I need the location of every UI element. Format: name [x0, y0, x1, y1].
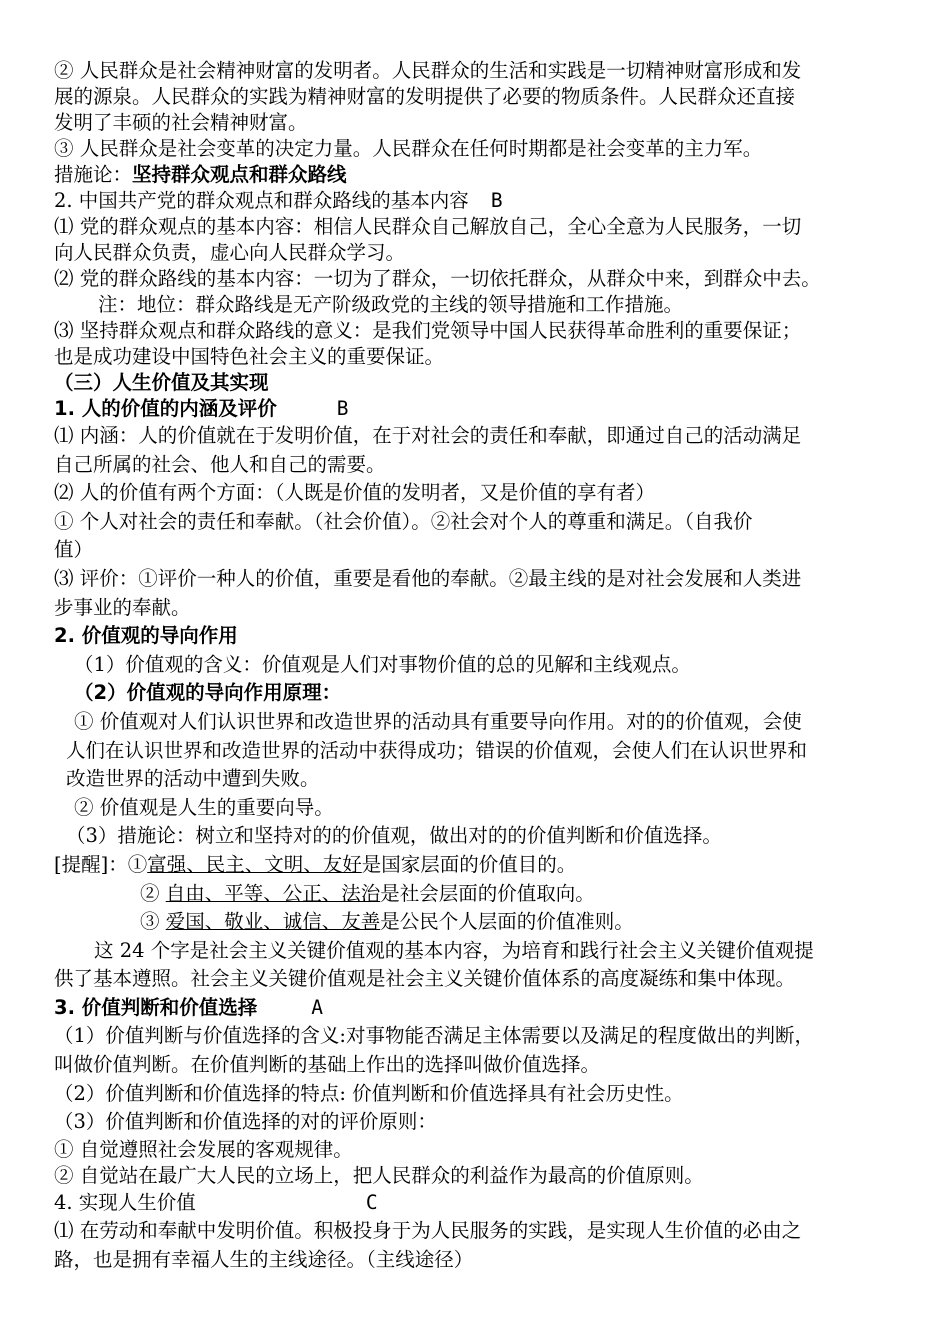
text-line: ⑵ 党的群众路线的基本内容：一切为了群众，一切依托群众，从群众中来，到群众中去。: [54, 267, 821, 290]
text-line: 这 24 个字是社会主义关键价值观的基本内容，为培育和践行社会主义关键价值观提: [94, 938, 814, 962]
text-line: （1）价值观的含义：价值观是人们对事物价值的总的见解和主线观点。: [74, 652, 691, 676]
text-line: ① 个人对社会的责任和奉献。（社会价值）。②社会对个人的尊重和满足。（自我价: [54, 509, 753, 533]
personal-values: 爱国、敬业、诚信、友善: [165, 910, 381, 934]
text-line: ③ 人民群众是社会变革的决定力量。人民群众在任何时期都是社会变革的主力军。: [54, 137, 763, 160]
reminder-line: [54, 908, 890, 937]
text-line: ② 人民群众是社会精神财富的发明者。人民群众的生活和实践是一切精神财富形成和发: [54, 59, 802, 82]
text-line: （3）价值判断和价值选择的对的评价原则：: [54, 1110, 437, 1134]
chapter-heading: （三）人生价值及其实现: [54, 371, 269, 394]
level-badge: B: [336, 397, 349, 420]
text-line: 值）: [54, 538, 94, 562]
section-title: 4. 实现人生价值: [54, 1190, 196, 1214]
section-title: 3. 价值判断和价值选择: [54, 995, 258, 1019]
reminder-text: 是公民个人层面的价值准则。: [380, 910, 634, 934]
text-line: 自己所属的社会、他人和自己的需要。: [54, 452, 386, 476]
subsection-heading: （2）价值观的导向作用原理：: [74, 681, 342, 705]
measure-heading: [54, 162, 890, 188]
text-line: ⑶ 评价：①评价一种人的价值，重要是看他的奉献。②最主线的是对社会发展和人类进: [54, 566, 802, 590]
section-title: 1. 人的价值的内涵及评价: [54, 397, 277, 420]
section-heading: [54, 396, 890, 422]
text-line: 也是成功建设中国特色社会主义的重要保证。: [54, 345, 445, 368]
section-title: 2. 中国共产党的群众观点和群众路线的基本内容: [54, 189, 469, 212]
reminder-marker: ③: [140, 910, 166, 934]
section-heading: [54, 188, 890, 214]
text-line: 展的源泉。人民群众的实践为精神财富的发明提供了必要的物质条件。人民群众还直接: [54, 85, 796, 108]
text-line: ① 自觉遵照社会发展的客观规律。: [54, 1137, 353, 1161]
level-badge: A: [311, 995, 324, 1019]
text-line: ① 价值观对人们认识世界和改造世界的活动具有重要导向作用。对的的价值观，会使: [74, 709, 802, 733]
national-values: 富强、民主、文明、友好: [147, 852, 362, 876]
text-line: ⑶ 坚持群众观点和群众路线的意义：是我们党领导中国人民获得革命胜利的重要保证；: [54, 319, 802, 342]
level-badge: B: [490, 189, 503, 212]
section-heading: 2. 价值观的导向作用: [54, 624, 238, 648]
reminder-line: [54, 880, 890, 909]
text-line: ② 自觉站在最广大人民的立场上，把人民群众的利益作为最高的价值原则。: [54, 1163, 704, 1187]
text-line: ⑴ 在劳动和奉献中发明价值。积极投身于为人民服务的实践，是实现人生价值的必由之: [54, 1219, 802, 1243]
text-line: （2）价值判断和价值选择的特点: 价值判断和价值选择具有社会历史性。: [54, 1081, 684, 1105]
text-line: （1）价值判断与价值选择的含义:对事物能否满足主体需要以及满足的程度做出的判断，: [54, 1024, 814, 1048]
text-line: 向人民群众负责，虚心向人民群众学习。: [54, 241, 406, 264]
section-heading: [54, 994, 890, 1023]
reminder-line: [54, 851, 890, 880]
text-line: ⑴ 内涵：人的价值就在于发明价值，在于对社会的责任和奉献，即通过自己的活动满足: [54, 424, 802, 447]
text-line: 步事业的奉献。: [54, 595, 191, 619]
text-line: ⑵ 人的价值有两个方面：（人既是价值的发明者，又是价值的享有者）: [54, 481, 655, 505]
measure-title: 坚持群众观点和群众路线: [132, 163, 347, 186]
text-line: ⑴ 党的群众观点的基本内容：相信人民群众自己解放自己，全心全意为人民服务，一切: [54, 215, 802, 238]
reminder-text: 是社会层面的价值取向。: [380, 881, 595, 905]
reminder-marker: ②: [140, 881, 166, 905]
measure-label: 措施论：: [54, 163, 133, 186]
note-line: 注：地位：群众路线是无产阶级政党的主线的领导措施和工作措施。: [98, 293, 684, 316]
section-heading: [54, 1189, 890, 1218]
level-badge: C: [365, 1190, 378, 1214]
text-line: ② 价值观是人生的重要向导。: [74, 795, 334, 819]
text-line: 供了基本遵照。社会主义关键价值观是社会主义关键价值体系的高度凝练和集中体现。: [54, 967, 796, 991]
text-line: 叫做价值判断。在价值判断的基础上作出的选择叫做价值选择。: [54, 1053, 601, 1077]
reminder-label: [提醒]：①: [54, 852, 148, 876]
social-values: 自由、平等、公正、法治: [165, 881, 381, 905]
text-line: 路，也是拥有幸福人生的主线途径。（主线途径）: [54, 1248, 474, 1272]
text-line: 改造世界的活动中遭到失败。: [66, 767, 320, 791]
text-line: （3）措施论：树立和坚持对的的价值观，做出对的的价值判断和价值选择。: [66, 824, 722, 848]
text-line: 人们在认识世界和改造世界的活动中获得成功；错误的价值观，会使人们在认识世界和: [66, 738, 808, 762]
text-line: 发明了丰硕的社会精神财富。: [54, 111, 308, 134]
reminder-text: 是国家层面的价值目的。: [361, 852, 577, 876]
